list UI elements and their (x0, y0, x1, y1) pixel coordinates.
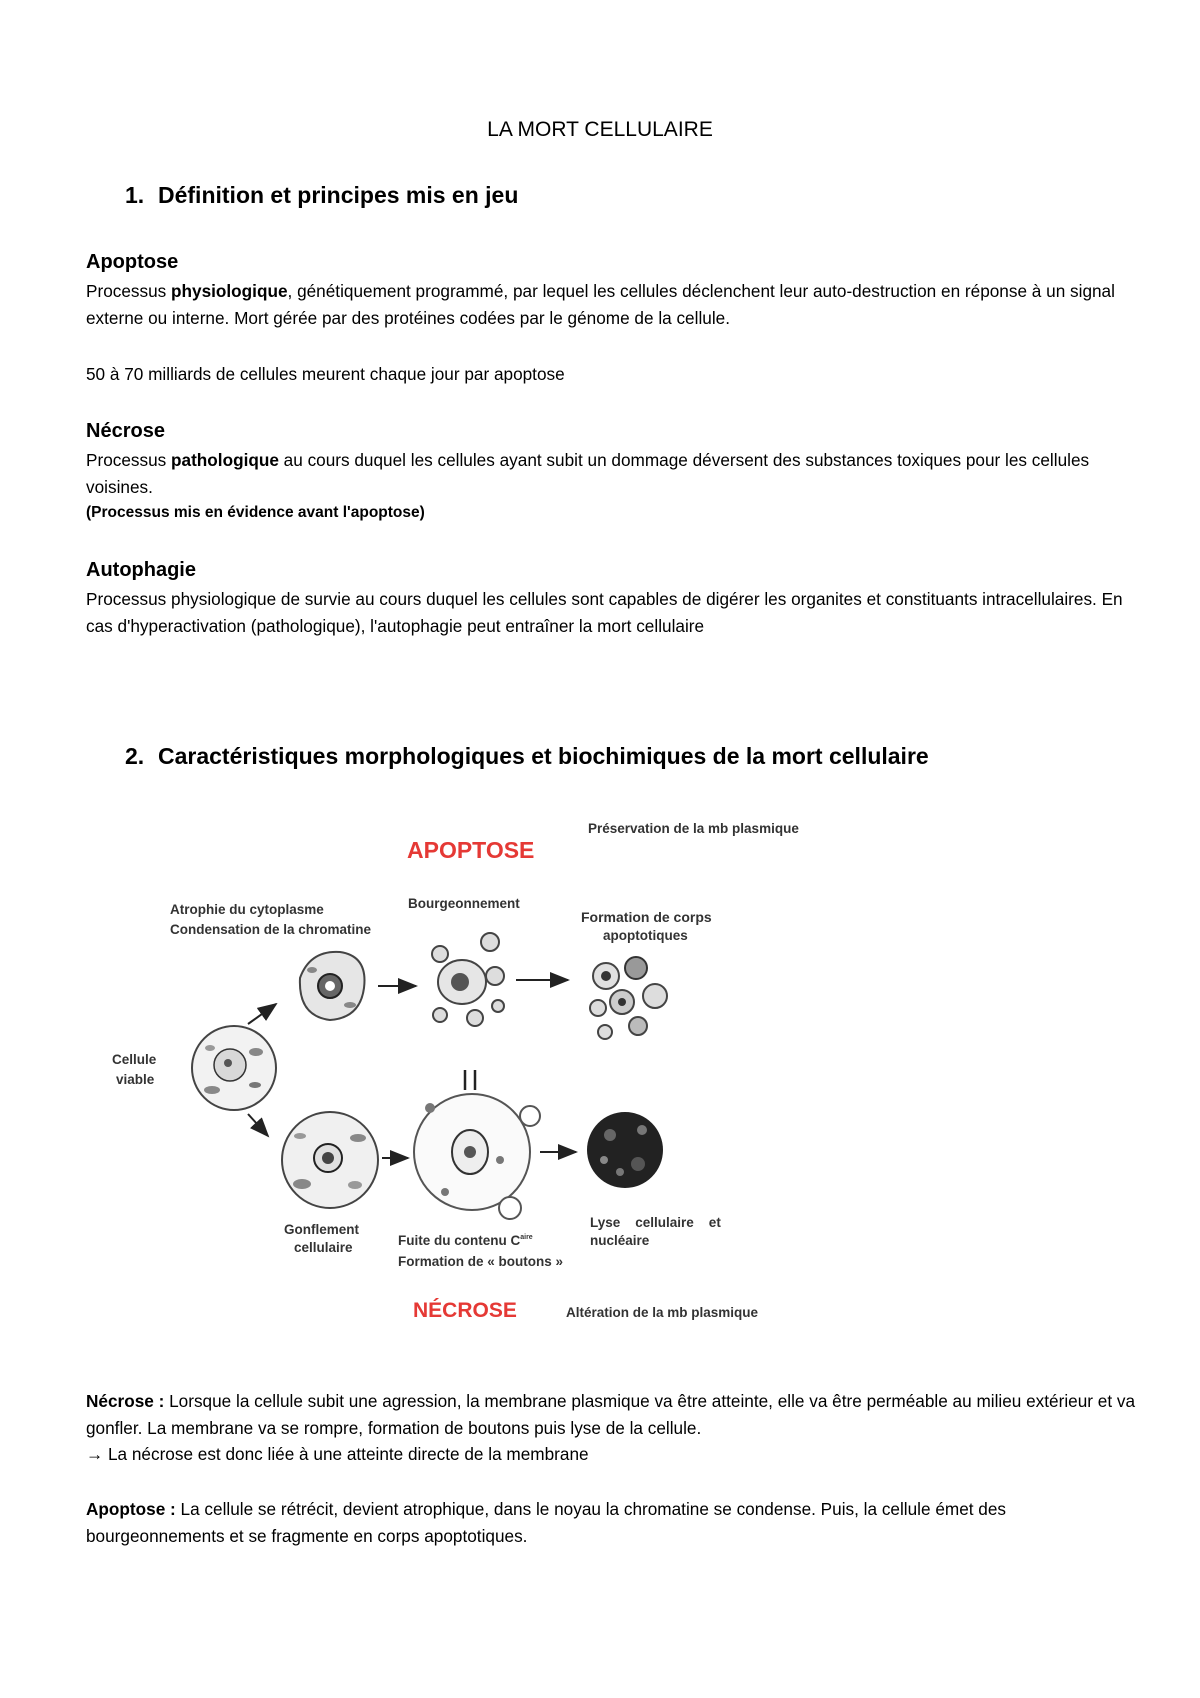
apoptotic-bodies-drawing (590, 957, 667, 1039)
necrose-heading: Nécrose (86, 420, 165, 442)
autophagie-heading: Autophagie (86, 559, 196, 581)
apoptose-text-end: , génétiquement programmé, par lequel les cellules déclenchent leur auto-destruction en réponse à un signal externe ou interne. Mort gérée par des protéines codées par le génome de la cellule. (86, 281, 1115, 328)
necrose-note: (Processus mis en évidence avant l'apoptose) (86, 504, 425, 521)
necrose-explanation (86, 1388, 1136, 1441)
cell-death-figure (0, 800, 1200, 1340)
formation-label-2: apoptotiques (603, 928, 688, 943)
preservation-label: Préservation de la mb plasmique (588, 821, 799, 836)
necrose-text-end: au cours duquel les cellules ayant subit un dommage déversent des substances toxiques pour les cellules voisines. (86, 450, 1090, 497)
necrose-keyword: pathologique (171, 450, 279, 470)
lysed-cell-drawing (587, 1112, 663, 1188)
atrophie-label-1: Atrophie du cytoplasme (170, 902, 324, 917)
necrose-explanation-text: Lorsque la cellule subit une agression, la membrane plasmique va être atteinte, elle va être perméable au milieu extérieur et va gonfler. La membrane va se rompre, formation de boutons puis lyse de la cellule. (86, 1391, 1136, 1438)
apoptose-explanation-text: La cellule se rétrécit, devient atrophique, dans le noyau la chromatine se condense. Puis, la cellule émet des bourgeonnements et se fragmente en corps apoptotiques. (86, 1499, 1007, 1546)
apoptose-text-start: Processus (86, 281, 172, 301)
section-2-number: 2. (125, 743, 145, 769)
necrose-text-start: Processus (86, 450, 172, 470)
cellule-label-2: viable (116, 1072, 155, 1087)
necrose-explanation-label: Nécrose : (86, 1391, 165, 1411)
fuite-label-2: Formation de « boutons » (398, 1254, 564, 1269)
necrose-figure-title: NÉCROSE (413, 1299, 517, 1322)
formation-label-1: Formation de corps (581, 909, 712, 925)
bourgeonnement-label: Bourgeonnement (408, 896, 520, 911)
gonflement-label-1: Gonflement (284, 1222, 360, 1237)
section-2-title: Caractéristiques morphologiques et biochimiques de la mort cellulaire (158, 743, 929, 769)
lyse-label-2: nucléaire (590, 1233, 650, 1248)
viable-cell-drawing (192, 1026, 276, 1110)
apoptose-keyword: physiologique (171, 281, 288, 301)
apoptose-statistic: 50 à 70 milliards de cellules meurent chaque jour par apoptose (86, 364, 565, 384)
section-1-number: 1. (125, 182, 145, 208)
cellule-label-1: Cellule (112, 1052, 157, 1067)
fuite-label-1: Fuite du contenu $C^{aire}$ (398, 1233, 533, 1248)
section-1-title: Définition et principes mis en jeu (158, 182, 519, 208)
atrophied-cell-drawing (300, 952, 365, 1020)
apoptose-explanation (86, 1496, 1136, 1549)
page-title: LA MORT CELLULAIRE (487, 118, 713, 141)
swollen-cell-drawing (282, 1112, 378, 1208)
alteration-label: Altération de la mb plasmique (566, 1305, 759, 1320)
necrose-definition (86, 447, 1136, 500)
budding-cell-drawing (432, 933, 504, 1026)
autophagie-definition: Processus physiologique de survie au cours duquel les cellules sont capables de digérer les organites et constituants intracellulaires. En cas d'hyperactivation (pathologique), l'autophagie peut entraîner la mort cellulaire (86, 589, 1123, 636)
necrose-conclusion: → La nécrose est donc liée à une atteinte directe de la membrane (86, 1444, 589, 1464)
lyse-label-1: Lyse cellulaire et (590, 1215, 721, 1230)
apoptose-explanation-label: Apoptose : (86, 1499, 176, 1519)
apoptose-heading: Apoptose (86, 251, 179, 273)
blebbing-cell-drawing (414, 1070, 540, 1219)
apoptose-definition (86, 278, 1136, 331)
gonflement-label-2: cellulaire (294, 1240, 353, 1255)
atrophie-label-2: Condensation de la chromatine (170, 922, 372, 937)
apoptose-figure-title: APOPTOSE (407, 837, 535, 863)
